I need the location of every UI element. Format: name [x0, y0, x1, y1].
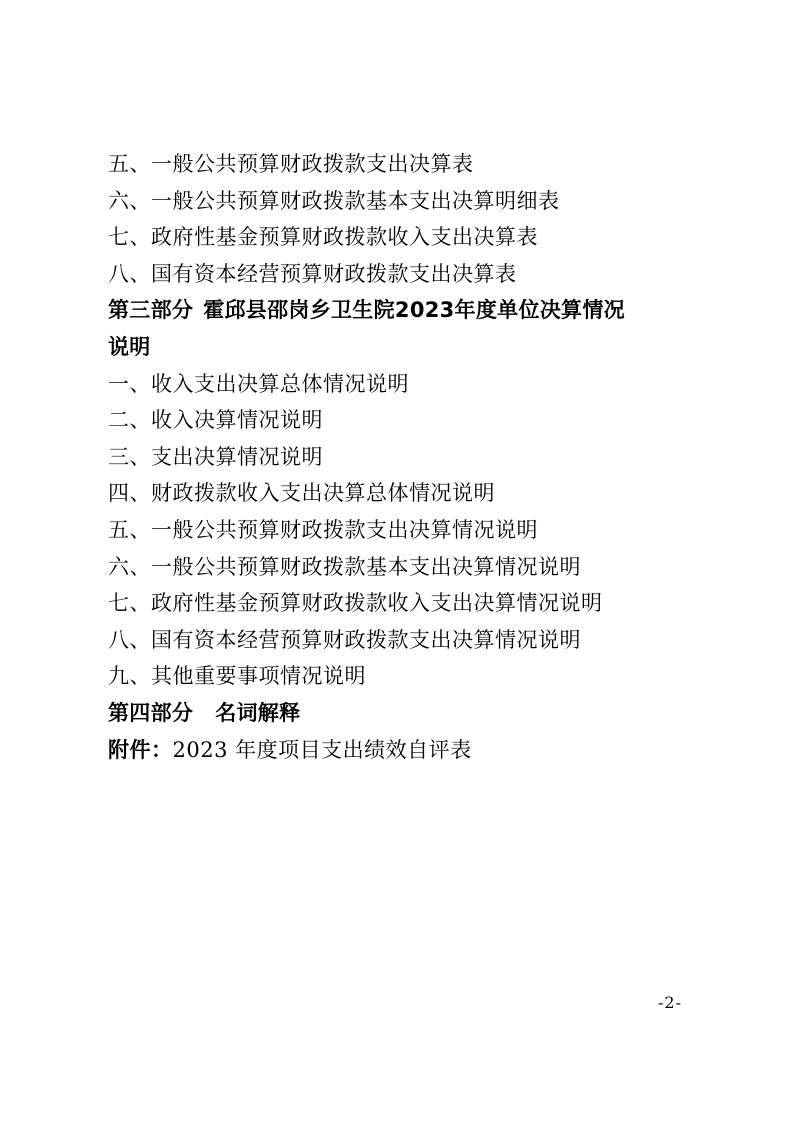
attachment-line	[108, 732, 698, 769]
toc-item: 二、收入决算情况说明	[108, 408, 323, 433]
page-number: -2-	[658, 993, 682, 1012]
toc-item: 一、收入支出决算总体情况说明	[108, 371, 409, 396]
attachment-text: 2023 年度项目支出绩效自评表	[172, 737, 472, 762]
toc-item: 五、一般公共预算财政拨款支出决算表	[108, 152, 474, 176]
part3-title-line1: 霍邱县邵岗乡卫生院2023年度单位决算情况	[203, 298, 625, 323]
toc-item: 九、其他重要事项情况说明	[108, 664, 366, 689]
table-of-contents	[108, 146, 698, 768]
toc-item: 八、国有资本经营预算财政拨款支出决算情况说明	[108, 627, 581, 652]
part3-label: 第三部分	[108, 298, 194, 323]
part4-title: 名词解释	[215, 700, 301, 725]
toc-item: 四、财政拨款收入支出决算总体情况说明	[108, 481, 495, 506]
part4-heading	[108, 695, 698, 732]
part3-title-line2: 说明	[108, 334, 151, 359]
part3-heading-continued	[108, 329, 698, 366]
part3-heading	[108, 292, 698, 329]
toc-item: 三、支出决算情况说明	[108, 444, 323, 469]
part4-label: 第四部分	[108, 700, 194, 725]
attachment-label: 附件：	[108, 737, 173, 762]
toc-item: 六、一般公共预算财政拨款基本支出决算明细表	[108, 188, 560, 213]
toc-item: 六、一般公共预算财政拨款基本支出决算情况说明	[108, 554, 581, 579]
toc-item: 五、一般公共预算财政拨款支出决算情况说明	[108, 517, 538, 542]
toc-item: 七、政府性基金预算财政拨款收入支出决算表	[108, 225, 538, 250]
toc-item: 七、政府性基金预算财政拨款收入支出决算情况说明	[108, 591, 603, 616]
toc-item: 八、国有资本经营预算财政拨款支出决算表	[108, 261, 517, 286]
